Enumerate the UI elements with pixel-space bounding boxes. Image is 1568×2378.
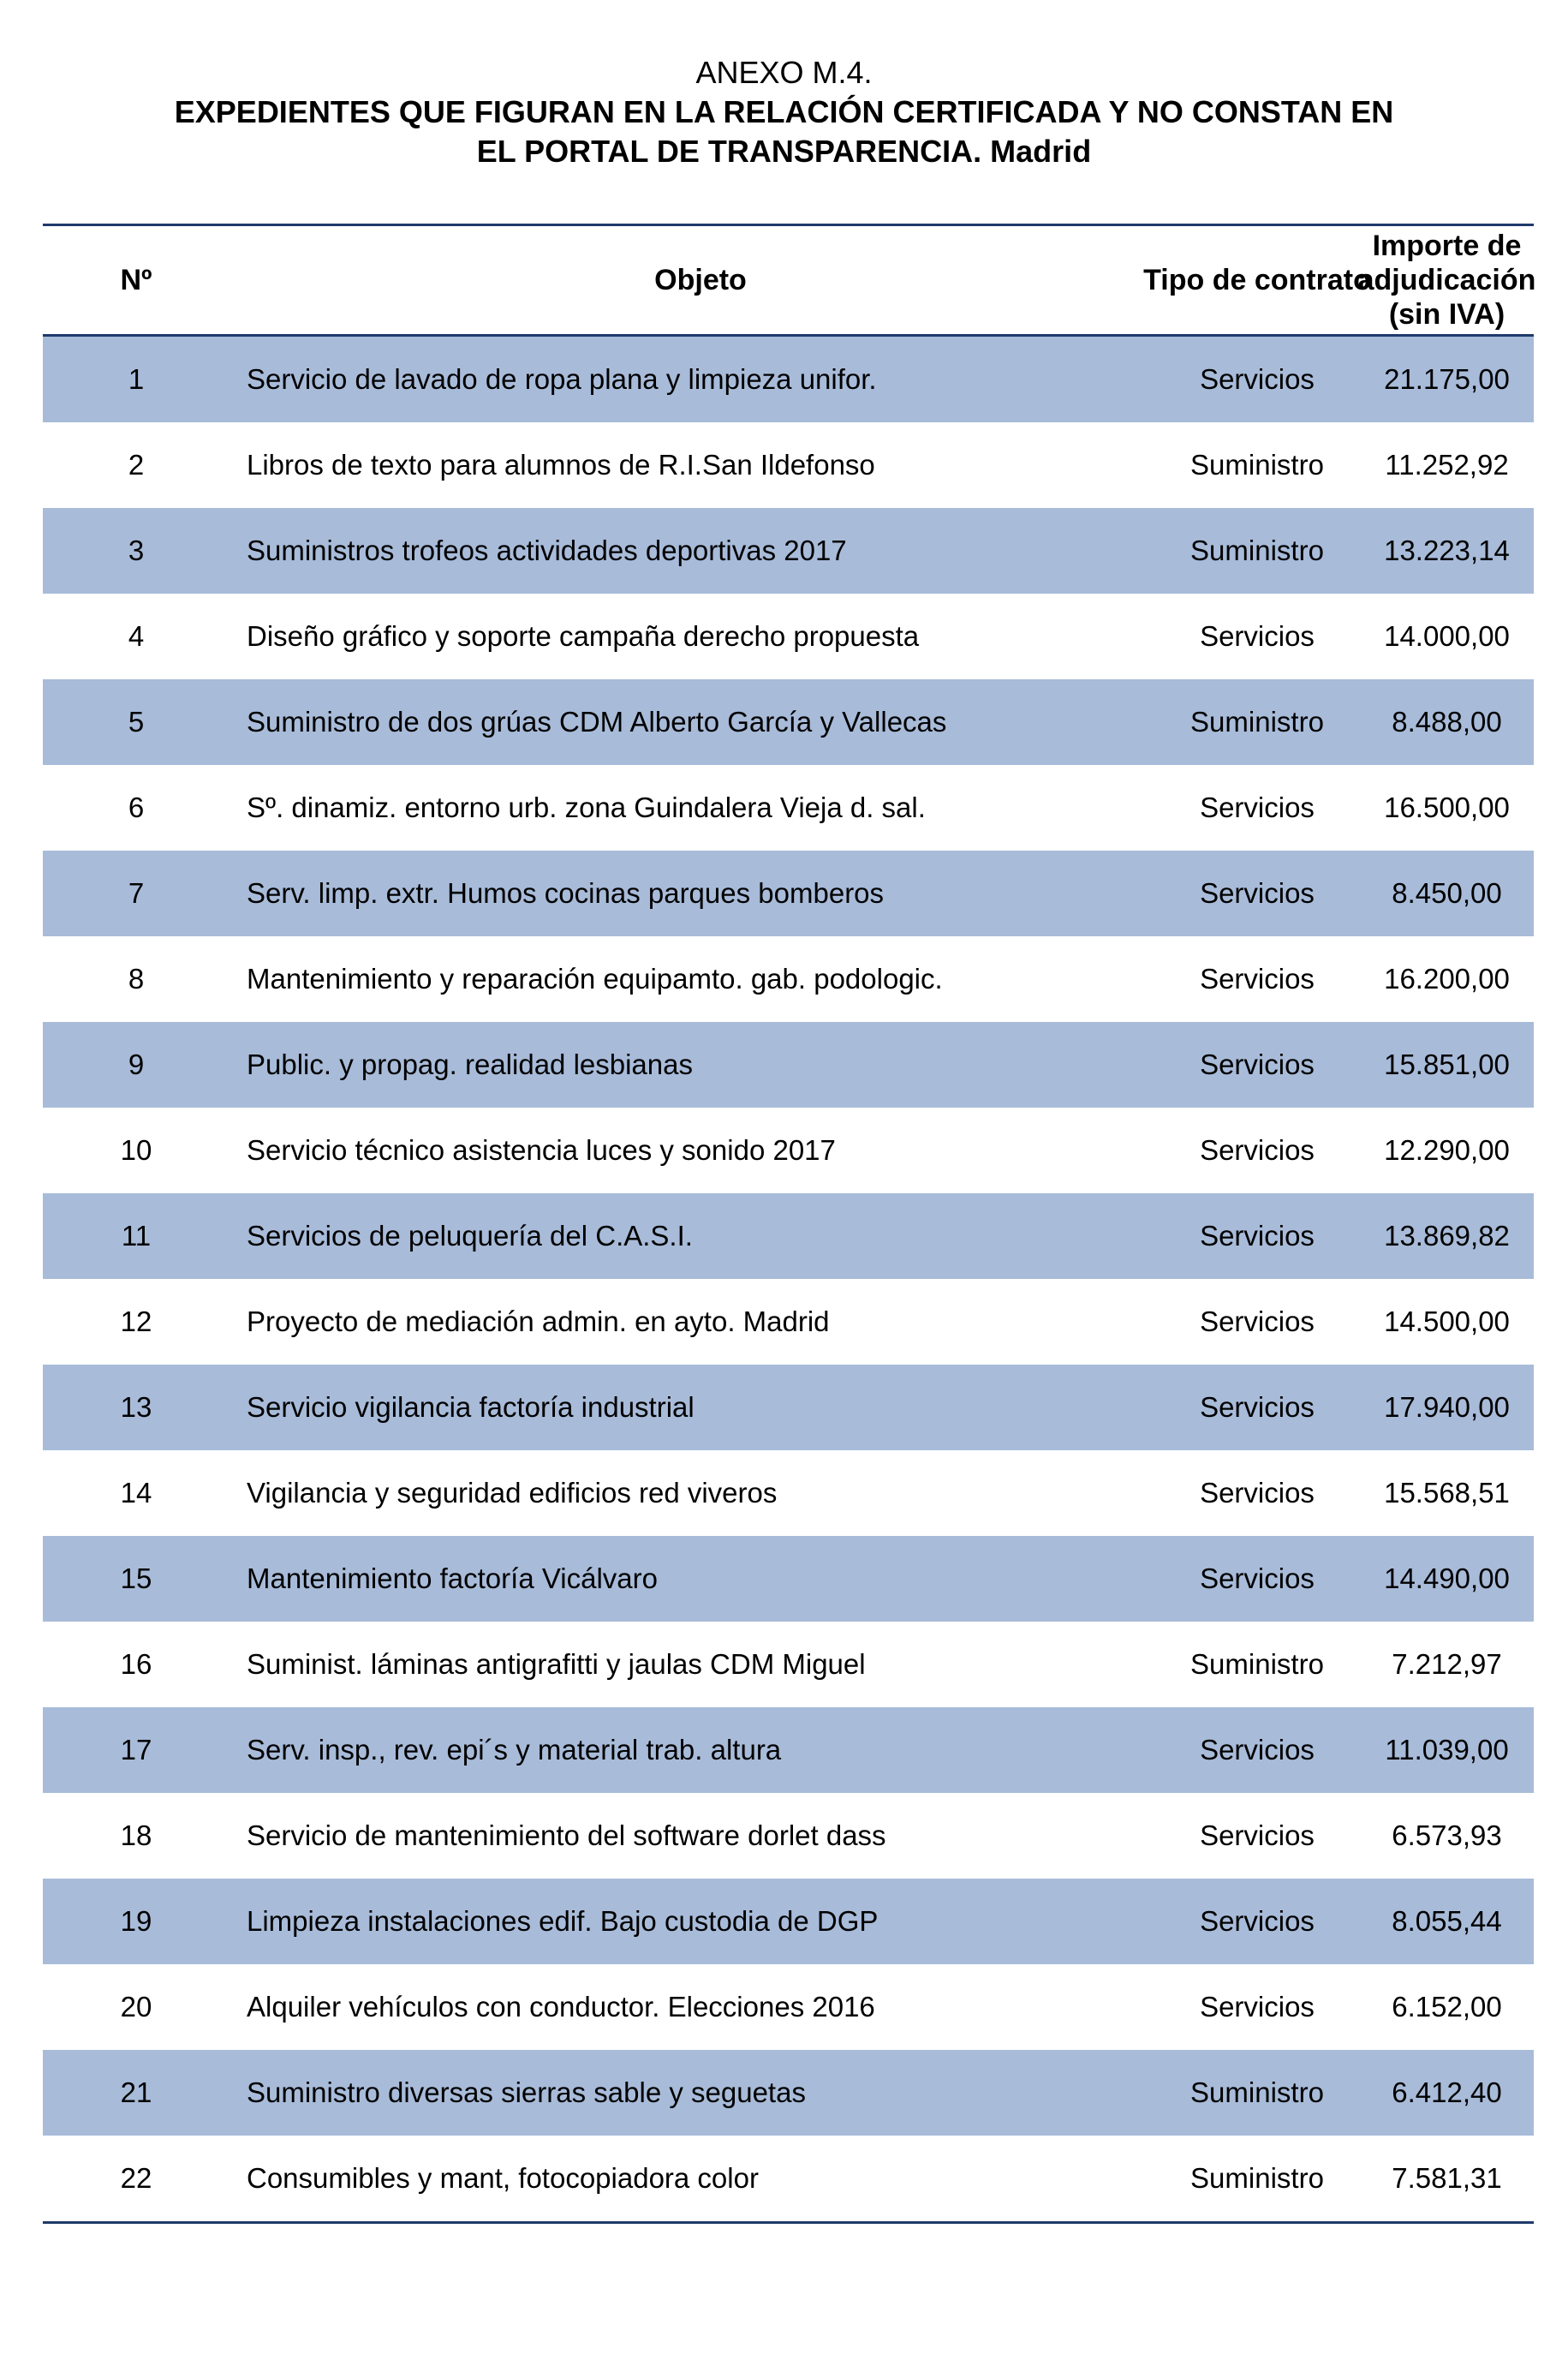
row-number: 18 <box>120 1819 152 1851</box>
table-row <box>43 1879 1534 1964</box>
row-objeto: Mantenimiento y reparación equipamto. gab. podologic. <box>247 963 943 995</box>
row-number: 10 <box>120 1134 152 1166</box>
row-number: 12 <box>120 1306 152 1337</box>
row-importe: 21.175,00 <box>1384 363 1510 395</box>
row-importe: 8.450,00 <box>1392 877 1502 909</box>
row-objeto: Mantenimiento factoría Vicálvaro <box>247 1562 658 1594</box>
row-tipo: Servicios <box>1200 1905 1315 1937</box>
row-importe: 6.152,00 <box>1392 1991 1502 2022</box>
row-importe: 17.940,00 <box>1384 1391 1510 1423</box>
row-objeto: Servicio de mantenimiento del software dorlet dass <box>247 1819 886 1851</box>
row-objeto: Consumibles y mant, fotocopiadora color <box>247 2162 759 2194</box>
row-importe: 15.568,51 <box>1384 1477 1510 1509</box>
table-row <box>43 1622 1534 1707</box>
row-objeto: Libros de texto para alumnos de R.I.San Ildefonso <box>247 449 875 481</box>
table-row <box>43 1108 1534 1193</box>
row-tipo: Servicios <box>1200 1734 1315 1766</box>
table-row <box>43 594 1534 679</box>
row-objeto: Servicio de lavado de ropa plana y limpieza unifor. <box>247 363 877 395</box>
table-row <box>43 765 1534 851</box>
row-number: 7 <box>128 877 145 909</box>
row-objeto: Servicio vigilancia factoría industrial <box>247 1391 695 1423</box>
row-number: 3 <box>128 535 145 566</box>
row-importe: 6.412,40 <box>1392 2076 1502 2108</box>
row-importe: 6.573,93 <box>1392 1819 1502 1851</box>
row-objeto: Proyecto de mediación admin. en ayto. Madrid <box>247 1306 830 1337</box>
table-row <box>43 2050 1534 2136</box>
row-tipo: Servicios <box>1200 1306 1315 1337</box>
row-importe: 8.055,44 <box>1392 1905 1502 1937</box>
table-row <box>43 1279 1534 1365</box>
table-row <box>43 1793 1534 1879</box>
row-tipo: Servicios <box>1200 1391 1315 1423</box>
row-objeto: Suminist. láminas antigrafitti y jaulas CDM Miguel <box>247 1648 866 1680</box>
table-row <box>43 1365 1534 1450</box>
row-number: 6 <box>128 792 145 823</box>
table-header <box>43 226 1534 334</box>
table-row <box>43 679 1534 765</box>
row-tipo: Servicios <box>1200 1134 1315 1166</box>
title-line-2: EXPEDIENTES QUE FIGURAN EN LA RELACIÓN CERTIFICADA Y NO CONSTAN EN <box>174 94 1394 129</box>
row-tipo: Servicios <box>1200 1049 1315 1080</box>
row-importe: 8.488,00 <box>1392 706 1502 738</box>
table-row <box>43 1450 1534 1536</box>
row-tipo: Suministro <box>1190 2076 1324 2108</box>
row-tipo: Suministro <box>1190 449 1324 481</box>
row-tipo: Servicios <box>1200 1562 1315 1594</box>
table-row <box>43 1707 1534 1793</box>
row-objeto: Vigilancia y seguridad edificios red viveros <box>247 1477 778 1509</box>
row-importe: 14.000,00 <box>1384 620 1510 652</box>
row-objeto: Serv. limp. extr. Humos cocinas parques bomberos <box>247 877 885 909</box>
table-row <box>43 1022 1534 1108</box>
row-number: 16 <box>120 1648 152 1680</box>
row-importe: 7.581,31 <box>1392 2162 1502 2194</box>
row-number: 20 <box>120 1991 152 2022</box>
row-importe: 13.223,14 <box>1384 535 1510 566</box>
row-number: 9 <box>128 1049 145 1080</box>
row-importe: 11.252,92 <box>1385 449 1509 481</box>
row-number: 2 <box>128 449 145 481</box>
row-importe: 12.290,00 <box>1384 1134 1510 1166</box>
row-number: 19 <box>120 1905 152 1937</box>
row-tipo: Servicios <box>1200 1220 1315 1252</box>
header-objeto: Objeto <box>654 264 747 296</box>
row-tipo: Servicios <box>1200 1477 1315 1509</box>
row-objeto: Sº. dinamiz. entorno urb. zona Guindalera Vieja d. sal. <box>247 792 926 823</box>
row-objeto: Suministros trofeos actividades deportivas 2017 <box>247 535 847 566</box>
header-tipo: Tipo de contrato <box>1143 264 1371 296</box>
header-num: Nº <box>120 264 152 296</box>
header-importe: Importe de adjudicación (sin IVA) <box>1357 230 1536 331</box>
row-tipo: Suministro <box>1190 706 1324 738</box>
row-tipo: Suministro <box>1190 1648 1324 1680</box>
row-number: 14 <box>120 1477 152 1509</box>
row-objeto: Suministro de dos grúas CDM Alberto García y Vallecas <box>247 706 947 738</box>
row-number: 1 <box>128 363 145 395</box>
row-tipo: Servicios <box>1200 792 1315 823</box>
row-importe: 16.200,00 <box>1384 963 1510 995</box>
row-objeto: Serv. insp., rev. epi´s y material trab. altura <box>247 1734 782 1766</box>
row-tipo: Servicios <box>1200 1819 1315 1851</box>
row-objeto: Servicios de peluquería del C.A.S.I. <box>247 1220 693 1252</box>
table-row <box>43 936 1534 1022</box>
row-tipo: Suministro <box>1190 2162 1324 2194</box>
row-importe: 14.490,00 <box>1384 1562 1510 1594</box>
row-number: 22 <box>120 2162 152 2194</box>
row-number: 11 <box>121 1220 152 1252</box>
row-objeto: Suministro diversas sierras sable y seguetas <box>247 2076 806 2108</box>
row-tipo: Servicios <box>1200 620 1315 652</box>
row-objeto: Servicio técnico asistencia luces y sonido 2017 <box>247 1134 836 1166</box>
table-row <box>43 337 1534 422</box>
row-tipo: Servicios <box>1200 1991 1315 2022</box>
table-row <box>43 1193 1534 1279</box>
row-tipo: Suministro <box>1190 535 1324 566</box>
table-row <box>43 1536 1534 1622</box>
table-row <box>43 1964 1534 2050</box>
row-importe: 14.500,00 <box>1384 1306 1510 1337</box>
row-tipo: Servicios <box>1200 877 1315 909</box>
row-objeto: Public. y propag. realidad lesbianas <box>247 1049 693 1080</box>
row-number: 4 <box>128 620 145 652</box>
row-importe: 16.500,00 <box>1384 792 1510 823</box>
row-number: 17 <box>120 1734 152 1766</box>
title-line-3: EL PORTAL DE TRANSPARENCIA. Madrid <box>476 134 1092 169</box>
table-row <box>43 422 1534 508</box>
document-title <box>0 53 1568 171</box>
table-row <box>43 2136 1534 2221</box>
table-row <box>43 851 1534 936</box>
row-number: 13 <box>120 1391 152 1423</box>
row-importe: 15.851,00 <box>1384 1049 1510 1080</box>
row-importe: 11.039,00 <box>1385 1734 1509 1766</box>
row-objeto: Diseño gráfico y soporte campaña derecho propuesta <box>247 620 920 652</box>
row-objeto: Alquiler vehículos con conductor. Elecciones 2016 <box>247 1991 875 2022</box>
row-tipo: Servicios <box>1200 963 1315 995</box>
table-row <box>43 508 1534 594</box>
row-number: 8 <box>128 963 145 995</box>
annex-label: ANEXO M.4. <box>695 55 873 90</box>
row-number: 5 <box>128 706 145 738</box>
row-number: 15 <box>120 1562 152 1594</box>
row-number: 21 <box>120 2076 152 2108</box>
row-importe: 7.212,97 <box>1392 1648 1502 1680</box>
row-objeto: Limpieza instalaciones edif. Bajo custodia de DGP <box>247 1905 879 1937</box>
row-importe: 13.869,82 <box>1384 1220 1510 1252</box>
row-tipo: Servicios <box>1200 363 1315 395</box>
table-bottom-rule <box>43 2221 1534 2224</box>
